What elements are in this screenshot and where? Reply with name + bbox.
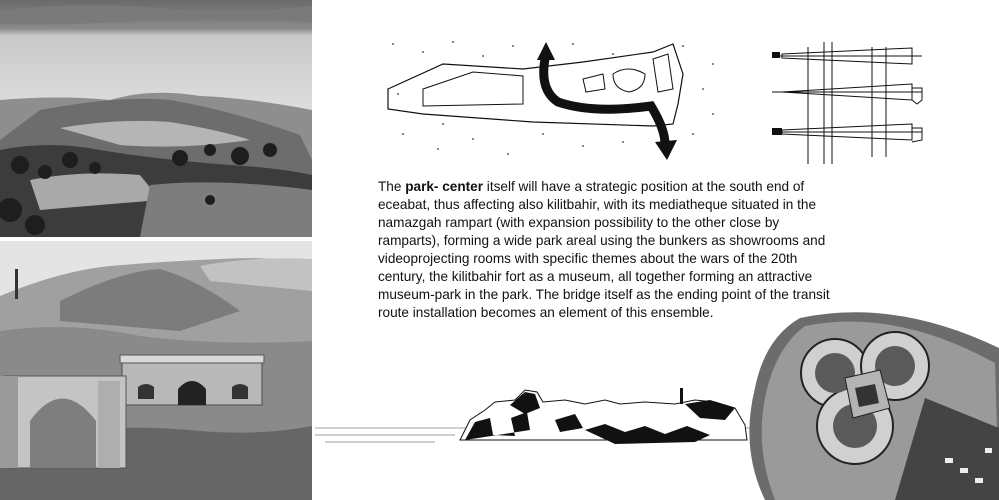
town-silhouette-drawing (315, 380, 755, 460)
text-bold-lead: park- center (405, 179, 484, 194)
section-diagram (772, 42, 932, 164)
text-rest: itself will have a strategic position at the south end of eceabat, thus affecting also kilitbahir, with its mediatheque situated in the namazgah rampart (with expansion possibility to the other close by ramparts), forming a wide park areal using the bunkers as showrooms and videoprojecting rooms with specific themes about the wars of the 20th century, the kilitbahir fort as a museum, all together forming an attractive museum-park in the park. The bridge itself as the ending point of the transit route installation becomes an element of this ensemble. (378, 179, 830, 320)
ramparts-bunker-photo (0, 241, 312, 500)
site-plan-sketch (383, 34, 728, 164)
aerial-landscape-photo (0, 0, 312, 237)
text-pre: The (378, 179, 406, 194)
fort-aerial-photo (745, 308, 999, 500)
body-paragraph (378, 178, 840, 322)
